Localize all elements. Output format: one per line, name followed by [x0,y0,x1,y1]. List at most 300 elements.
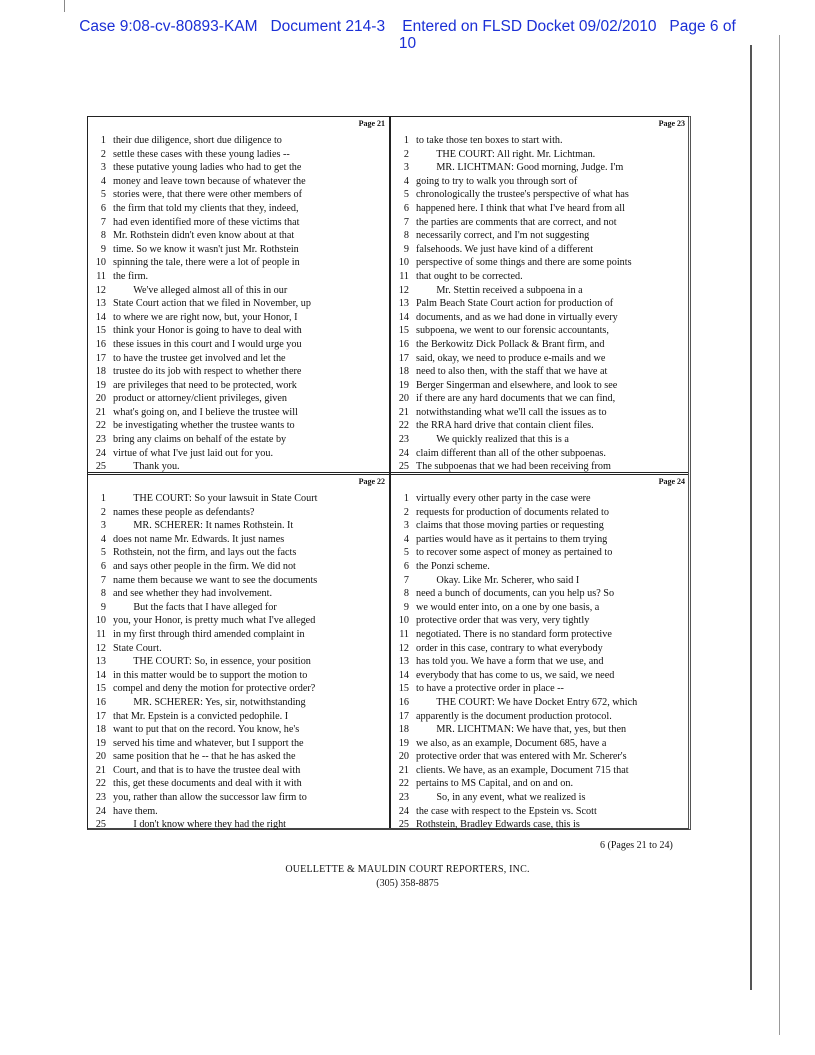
line-text: THE COURT: We have Docket Entry 672, which [416,696,638,708]
line-text: if there are any hard documents that we can find, [416,393,616,405]
line-text: need a bunch of documents, can you help us? So [416,588,615,600]
line-number: 15 [398,683,409,695]
line-text: the parties are comments that are correct, and not [416,216,617,228]
line-number: 2 [403,148,409,160]
line-text: protective order that was very, very tightly [416,615,590,627]
line-text: apparently is the document production protocol. [416,710,612,722]
page-range: 6 (Pages 21 to 24) [600,840,673,851]
line-number: 17 [398,710,409,722]
transcript-line [88,352,311,366]
transcript-line [391,202,632,216]
transcript-line [88,682,317,696]
transcript-line [391,669,637,683]
transcript-line [391,311,632,325]
transcript-line [391,546,637,560]
line-number: 16 [95,696,106,708]
line-text: We've alleged almost all of this in our [113,284,288,296]
transcript-line [391,519,637,533]
line-number: 9 [100,243,106,255]
transcript-line [391,777,637,791]
line-text: money and leave town because of whatever the [113,175,306,187]
line-text: virtue of what I've just laid out for you. [113,447,273,459]
line-text: order in this case, contrary to what everybody [416,642,603,654]
line-text: claim different than all of the other subpoenas. [416,447,606,459]
line-text: be investigating whether the trustee wants to [113,420,295,432]
line-text: you, rather than allow the successor law firm to [113,792,307,804]
transcript-page-21 [88,117,389,472]
transcript-line [88,202,311,216]
line-text: everybody that has come to us, we said, we need [416,669,615,681]
line-number: 24 [95,447,106,459]
line-number: 23 [95,434,106,446]
transcript-line [88,365,311,379]
line-text: to have the trustee get involved and let the [113,352,286,364]
transcript-line [88,696,317,710]
line-number: 10 [95,257,106,269]
line-number: 13 [95,656,106,668]
line-text: the RRA hard drive that contain client files. [416,420,594,432]
line-text: protective order that was entered with Mr. Scherer's [416,751,627,763]
transcript-line [391,642,637,656]
transcript-line [88,148,311,162]
transcript-line [391,460,632,474]
transcript-line [391,447,632,461]
line-text: that Mr. Epstein is a convicted pedophile. I [113,710,289,722]
line-number: 6 [403,560,409,572]
line-text: We quickly realized that this is a [416,434,569,446]
line-text: trustee do its job with respect to whether there [113,366,302,378]
line-number: 25 [398,819,409,831]
line-text: in this matter would be to support the motion to [113,669,308,681]
transcript-line [391,560,637,574]
transcript-line [391,574,637,588]
line-text: Palm Beach State Court action for production of [416,298,614,310]
line-number: 4 [100,175,106,187]
page-label: Page 22 [358,477,385,486]
line-number: 14 [95,669,106,681]
line-number: 21 [95,764,106,776]
reporter-phone: (305) 358-8875 [376,878,439,889]
line-number: 11 [399,270,409,282]
line-text: stories were, that there were other members of [113,189,302,201]
reporter-name: OUELLETTE & MAULDIN COURT REPORTERS, INC. [285,864,530,875]
line-number: 23 [398,434,409,446]
transcript-line [88,764,317,778]
transcript-line [391,256,632,270]
transcript-line [88,311,311,325]
line-text: has told you. We have a form that we use, and [416,656,604,668]
line-number: 13 [398,298,409,310]
transcript-line [391,243,632,257]
line-number: 19 [398,379,409,391]
transcript-line [88,433,311,447]
transcript-line [88,614,317,628]
transcript-line [391,216,632,230]
line-text: I don't know where they had the right [113,819,287,831]
line-text: Mr. Rothstein didn't even know about at that [113,230,295,242]
transcript-line [88,379,311,393]
line-text: time. So we know it wasn't just Mr. Rothstein [113,243,299,255]
transcript-line [88,175,311,189]
transcript-line [88,805,317,819]
line-number: 15 [95,683,106,695]
line-number: 1 [403,135,409,146]
line-number: 8 [403,230,409,242]
line-text: the Ponzi scheme. [416,560,490,572]
transcript-line [88,669,317,683]
transcript-line [88,161,311,175]
transcript-line [391,379,632,393]
line-text: MR. LICHTMAN: We have that, yes, but then [416,724,627,736]
transcript-line [391,628,637,642]
line-number: 5 [403,189,409,201]
line-number: 7 [403,216,409,228]
transcript-line [391,587,637,601]
transcript-line [88,338,311,352]
transcript-line [88,791,317,805]
transcript-line [88,601,317,615]
transcript-line [391,270,632,284]
transcript-line [88,243,311,257]
line-number: 1 [403,493,409,504]
line-text: happened here. I think that what I've heard from all [416,202,625,214]
docket-header-line1: Case 9:08-cv-80893-KAM Document 214-3 Entered on FLSD Docket 09/02/2010 Page 6 of [79,18,736,35]
line-text: we also, as an example, Document 685, have a [416,737,607,749]
line-text: the firm. [113,270,149,282]
line-number: 11 [96,628,106,640]
line-text: parties would have as it pertains to them trying [416,533,608,545]
transcript-line [88,229,311,243]
transcript-line [391,392,632,406]
transcript-line [391,791,637,805]
line-number: 11 [96,270,106,282]
line-number: 12 [95,642,106,654]
transcript-line [391,175,632,189]
line-text: in my first through third amended complaint in [113,628,305,640]
transcript-line [391,188,632,202]
line-text: MR. SCHERER: It names Rothstein. It [113,520,294,532]
transcript-line [391,750,637,764]
line-number: 6 [100,560,106,572]
line-number: 12 [398,284,409,296]
transcript-line [88,560,317,574]
line-text: you, your Honor, is pretty much what I've alleged [113,615,316,627]
line-text: this, get these documents and deal with it with [113,778,302,790]
transcript-line [88,818,317,832]
page-edge-mark [64,0,65,12]
line-number: 25 [398,461,409,473]
transcript-line [391,148,632,162]
line-text: same position that he -- that he has asked the [113,751,296,763]
transcript-line [391,723,637,737]
line-number: 8 [100,230,106,242]
line-text: to where we are right now, but, your Honor, I [113,311,298,323]
line-number: 8 [100,588,106,600]
line-number: 5 [100,189,106,201]
line-number: 15 [398,325,409,337]
transcript-line [88,587,317,601]
line-number: 6 [100,202,106,214]
transcript-line [88,533,317,547]
line-text: need to also then, with the staff that we have at [416,366,608,378]
transcript-line [391,710,637,724]
line-text: settle these cases with these young ladies -- [113,148,290,160]
line-number: 17 [95,352,106,364]
transcript-line [88,460,311,474]
transcript-line [88,655,317,669]
line-number: 21 [95,406,106,418]
line-text: THE COURT: So, in essence, your position [113,656,311,668]
line-text: bring any claims on behalf of the estate by [113,434,287,446]
line-number: 13 [398,656,409,668]
transcript-line [88,642,317,656]
line-text: Berger Singerman and elsewhere, and look to see [416,379,618,391]
transcript-line [88,492,317,506]
line-number: 19 [398,737,409,749]
transcript-line [391,818,637,832]
line-text: the case with respect to the Epstein vs. Scott [416,805,597,817]
line-number: 17 [95,710,106,722]
line-text: what's going on, and I believe the trustee will [113,406,298,418]
line-number: 16 [398,696,409,708]
line-number: 4 [403,533,409,545]
docket-header-line2: 10 [398,35,417,52]
transcript-line [391,492,637,506]
line-number: 17 [398,352,409,364]
transcript-line [88,723,317,737]
transcript-line [391,365,632,379]
line-text: negotiated. There is no standard form protective [416,628,612,640]
line-number: 8 [403,588,409,600]
line-number: 18 [398,366,409,378]
transcript-line [391,433,632,447]
line-number: 23 [95,792,106,804]
line-text: MR. LICHTMAN: Good morning, Judge. I'm [416,162,624,174]
line-text: State Court action that we filed in November, up [113,298,311,310]
line-text: MR. SCHERER: Yes, sir, notwithstanding [113,696,306,708]
line-number: 24 [398,805,409,817]
line-number: 22 [95,420,106,432]
line-number: 9 [403,243,409,255]
transcript-line [88,546,317,560]
line-number: 2 [100,506,106,518]
line-number: 15 [95,325,106,337]
line-number: 2 [100,148,106,160]
line-number: 4 [403,175,409,187]
line-number: 9 [100,601,106,613]
transcript-line [391,161,632,175]
line-number: 3 [100,520,106,532]
line-number: 7 [100,574,106,586]
line-text: these putative young ladies who had to get the [113,162,302,174]
line-text: product or attorney/client privileges, given [113,393,287,405]
page-label: Page 23 [658,119,685,128]
line-number: 10 [398,615,409,627]
line-number: 16 [95,338,106,350]
line-text: chronologically the trustee's perspective of what has [416,189,629,201]
line-text: subpoena, we went to our forensic accountants, [416,325,609,337]
transcript-line [391,229,632,243]
line-text: perspective of some things and there are some points [416,257,632,269]
transcript-line [391,297,632,311]
line-text: served his time and whatever, but I support the [113,737,304,749]
docket-header [40,18,775,52]
transcript-line [88,737,317,751]
transcript-line [88,297,311,311]
line-number: 18 [398,724,409,736]
transcript-line [88,270,311,284]
transcript-line [391,601,637,615]
line-text: to recover some aspect of money as pertained to [416,547,613,559]
line-number: 22 [398,778,409,790]
line-text: the firm that told my clients that they, indeed, [113,202,299,214]
line-number: 20 [398,751,409,763]
transcript-lines [391,134,632,474]
transcript-line [391,805,637,819]
line-number: 19 [95,737,106,749]
line-text: The subpoenas that we had been receiving from [416,461,611,473]
line-text: are privileges that need to be protected, work [113,379,297,391]
line-text: State Court. [113,642,162,654]
page-label: Page 21 [358,119,385,128]
transcript-line [88,519,317,533]
line-number: 20 [95,393,106,405]
line-number: 3 [403,520,409,532]
line-text: name them because we want to see the documents [113,574,318,586]
transcript-line [391,134,632,148]
line-number: 21 [398,406,409,418]
transcript-grid [87,116,691,830]
line-text: virtually every other party in the case were [416,493,591,504]
line-number: 4 [100,533,106,545]
line-text: want to put that on the record. You know, he's [113,724,300,736]
line-number: 7 [100,216,106,228]
line-number: 13 [95,298,106,310]
transcript-line [88,256,311,270]
line-number: 7 [403,574,409,586]
line-text: compel and deny the motion for protective order? [113,683,316,695]
line-text: these issues in this court and I would urge you [113,338,302,350]
line-number: 12 [95,284,106,296]
line-text: going to try to walk you through sort of [416,175,578,187]
line-text: the Berkowitz Dick Pollack & Brant firm, and [416,338,605,350]
line-number: 19 [95,379,106,391]
transcript-line [88,506,317,520]
transcript-page-22 [88,475,389,829]
line-number: 20 [95,751,106,763]
line-text: had even identified more of these victims that [113,216,300,228]
line-number: 16 [398,338,409,350]
transcript-line [391,682,637,696]
line-number: 10 [398,257,409,269]
transcript-lines [88,492,317,832]
line-number: 6 [403,202,409,214]
transcript-line [88,419,311,433]
line-number: 25 [95,461,106,473]
line-text: falsehoods. We just have kind of a different [416,243,594,255]
line-number: 20 [398,393,409,405]
transcript-line [391,737,637,751]
line-number: 3 [100,162,106,174]
line-text: documents, and as we had done in virtually every [416,311,618,323]
transcript-line [391,696,637,710]
line-number: 10 [95,615,106,627]
line-number: 12 [398,642,409,654]
transcript-line [88,777,317,791]
line-text: spinning the tale, there were a lot of people in [113,257,300,269]
line-text: claims that those moving parties or requesting [416,520,604,532]
line-number: 14 [398,311,409,323]
scan-edge-line [750,45,752,990]
transcript-line [88,324,311,338]
line-text: and says other people in the firm. We did not [113,560,296,572]
transcript-line [88,406,311,420]
line-text: to have a protective order in place -- [416,683,564,695]
line-number: 24 [95,805,106,817]
line-number: 25 [95,819,106,831]
line-text: notwithstanding what we'll call the issues as to [416,406,607,418]
line-number: 22 [95,778,106,790]
line-text: we would enter into, on a one by one basis, a [416,601,600,613]
line-number: 1 [100,135,106,146]
line-text: THE COURT: So your lawsuit in State Court [113,493,318,504]
line-number: 24 [398,447,409,459]
line-text: Rothstein, not the firm, and lays out the facts [113,547,297,559]
line-number: 14 [95,311,106,323]
transcript-line [391,406,632,420]
transcript-line [391,324,632,338]
transcript-line [391,338,632,352]
line-number: 5 [100,547,106,559]
transcript-line [88,188,311,202]
transcript-line [88,574,317,588]
transcript-lines [391,492,637,832]
transcript-line [88,447,311,461]
line-number: 1 [100,493,106,504]
line-number: 18 [95,724,106,736]
line-number: 5 [403,547,409,559]
line-text: Thank you. [113,461,180,473]
line-text: necessarily correct, and I'm not suggesting [416,230,590,242]
transcript-lines [88,134,311,474]
page-label: Page 24 [658,477,685,486]
transcript-line [391,352,632,366]
line-number: 11 [399,628,409,640]
line-number: 3 [403,162,409,174]
line-text: to take those ten boxes to start with. [416,135,563,146]
line-text: clients. We have, as an example, Document 715 that [416,764,629,776]
line-text: requests for production of documents related to [416,506,609,518]
transcript-line [88,750,317,764]
transcript-line [391,764,637,778]
line-text: think your Honor is going to have to deal with [113,325,302,337]
line-number: 14 [398,669,409,681]
line-text: pertains to MS Capital, and on and on. [416,778,574,790]
line-text: that ought to be corrected. [416,270,523,282]
transcript-line [88,628,317,642]
line-number: 18 [95,366,106,378]
line-text: Court, and that is to have the trustee deal with [113,764,301,776]
line-text: does not name Mr. Edwards. It just names [113,533,285,545]
transcript-line [391,655,637,669]
line-text: Okay. Like Mr. Scherer, who said I [416,574,580,586]
transcript-page-23 [391,117,689,472]
line-number: 22 [398,420,409,432]
line-text: and see whether they had involvement. [113,588,272,600]
line-text: THE COURT: All right. Mr. Lichtman. [416,148,596,160]
line-text: Mr. Stettin received a subpoena in a [416,284,583,296]
transcript-page-24 [391,475,689,829]
